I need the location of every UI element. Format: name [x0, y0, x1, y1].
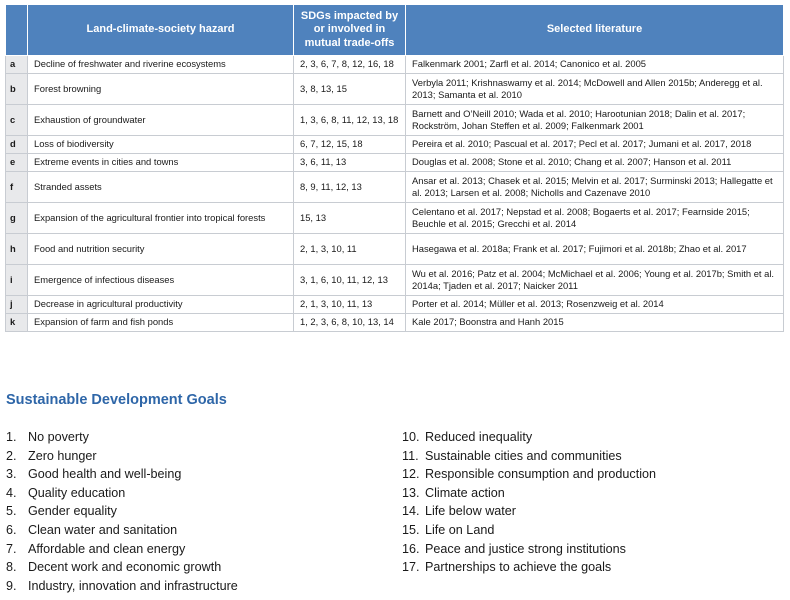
sdg-number: 2.: [6, 448, 17, 463]
sdg-item: [6, 447, 396, 466]
row-letter: a: [6, 56, 28, 74]
row-sdgs: 15, 13: [294, 203, 406, 234]
sdg-label: Industry, innovation and infrastructure: [28, 578, 238, 593]
sdg-item: [402, 428, 786, 447]
sdg-item: [6, 465, 396, 484]
row-sdgs: 2, 3, 6, 7, 8, 12, 16, 18: [294, 56, 406, 74]
row-literature: Porter et al. 2014; Müller et al. 2013; Rosenzweig et al. 2014: [406, 296, 784, 314]
sdg-number: 4.: [6, 485, 17, 500]
row-letter: b: [6, 74, 28, 105]
sdg-item: [402, 465, 786, 484]
sdg-label: Climate action: [425, 485, 505, 500]
sdg-label: Life below water: [425, 504, 517, 519]
sdg-label: Good health and well-being: [28, 467, 182, 482]
sdg-list-left: [6, 428, 396, 595]
table-row: [6, 234, 784, 265]
row-hazard: Expansion of the agricultural frontier into tropical forests: [28, 203, 294, 234]
sdg-label: Life on Land: [425, 522, 495, 537]
table-row: [6, 203, 784, 234]
row-sdgs: 8, 9, 11, 12, 13: [294, 172, 406, 203]
sdg-number: 13.: [402, 485, 420, 500]
row-letter: c: [6, 105, 28, 136]
sdg-list-right: [402, 428, 786, 577]
sdg-number: 16.: [402, 541, 420, 556]
sdg-number: 15.: [402, 522, 420, 537]
sdg-item: [6, 428, 396, 447]
row-letter: h: [6, 234, 28, 265]
row-hazard: Food and nutrition security: [28, 234, 294, 265]
header-hazard: Land-climate-society hazard: [28, 5, 294, 56]
sdg-item: [6, 502, 396, 521]
row-literature: Verbyla 2011; Krishnaswamy et al. 2014; McDowell and Allen 2015b; Anderegg et al. 2013; Samanta et al. 2010: [406, 74, 784, 105]
sdg-item: [6, 558, 396, 577]
sdg-item: [402, 540, 786, 559]
table-body: [6, 56, 784, 332]
row-hazard: Decrease in agricultural productivity: [28, 296, 294, 314]
sdg-number: 1.: [6, 430, 17, 444]
row-sdgs: 3, 8, 13, 15: [294, 74, 406, 105]
row-letter: g: [6, 203, 28, 234]
row-literature: Barnett and O’Neill 2010; Wada et al. 2010; Harootunian 2018; Dalin et al. 2017; Rockström, Johan Steffen et al. 2009; Falkenmark 2001: [406, 105, 784, 136]
sdg-number: 11.: [402, 448, 419, 463]
sdg-label: Peace and justice strong institutions: [425, 541, 626, 556]
table-row: [6, 136, 784, 154]
sdg-label: No poverty: [28, 430, 89, 444]
table-row: [6, 265, 784, 296]
sdg-item: [6, 521, 396, 540]
table-row: [6, 314, 784, 332]
row-letter: d: [6, 136, 28, 154]
sdg-item: [402, 521, 786, 540]
row-literature: Hasegawa et al. 2018a; Frank et al. 2017; Fujimori et al. 2018b; Zhao et al. 2017: [406, 234, 784, 265]
sdg-label: Clean water and sanitation: [28, 522, 178, 537]
sdg-section: [6, 392, 786, 593]
header-sdgs: SDGs impacted by or involved in mutual trade-offs: [294, 5, 406, 56]
row-sdgs: 3, 6, 11, 13: [294, 154, 406, 172]
row-hazard: Exhaustion of groundwater: [28, 105, 294, 136]
table-row: [6, 296, 784, 314]
row-hazard: Forest browning: [28, 74, 294, 105]
sdg-item: [6, 484, 396, 503]
header-literature: Selected literature: [406, 5, 784, 56]
sdg-item: [402, 558, 786, 577]
table-header: [6, 5, 784, 56]
row-letter: k: [6, 314, 28, 332]
row-hazard: Loss of biodiversity: [28, 136, 294, 154]
sdg-item: [402, 447, 786, 466]
sdg-number: 14.: [402, 504, 420, 519]
sdg-number: 17.: [402, 560, 420, 575]
sdg-item: [6, 577, 396, 596]
sdg-item: [6, 540, 396, 559]
sdg-label: Partnerships to achieve the goals: [425, 560, 612, 575]
sdg-label: Quality education: [28, 485, 126, 500]
row-sdgs: 1, 2, 3, 6, 8, 10, 13, 14: [294, 314, 406, 332]
row-letter: f: [6, 172, 28, 203]
row-literature: Falkenmark 2001; Zarfl et al. 2014; Canonico et al. 2005: [406, 56, 784, 74]
row-sdgs: 3, 1, 6, 10, 11, 12, 13: [294, 265, 406, 296]
sdg-number: 6.: [6, 522, 17, 537]
row-hazard: Extreme events in cities and towns: [28, 154, 294, 172]
header-letter: [6, 5, 28, 56]
table-row: [6, 172, 784, 203]
sdg-number: 12.: [402, 467, 420, 482]
sdg-label: Sustainable cities and communities: [425, 448, 622, 463]
row-hazard: Stranded assets: [28, 172, 294, 203]
hazard-table: [5, 4, 784, 332]
table-row: [6, 154, 784, 172]
row-sdgs: 1, 3, 6, 8, 11, 12, 13, 18: [294, 105, 406, 136]
row-hazard: Decline of freshwater and riverine ecosystems: [28, 56, 294, 74]
sdg-number: 9.: [6, 578, 17, 593]
sdg-item: [402, 484, 786, 503]
row-sdgs: 2, 1, 3, 10, 11, 13: [294, 296, 406, 314]
row-literature: Wu et al. 2016; Patz et al. 2004; McMichael et al. 2006; Young et al. 2017b; Smith et al. 2014a; Tjaden et al. 2017; Naicker 2011: [406, 265, 784, 296]
sdg-label: Zero hunger: [28, 448, 97, 463]
sdg-number: 7.: [6, 541, 17, 556]
sdg-label: Gender equality: [28, 504, 117, 519]
sdg-title: Sustainable Development Goals: [6, 392, 227, 408]
sdg-number: 8.: [6, 560, 17, 575]
sdg-number: 3.: [6, 467, 17, 482]
row-sdgs: 6, 7, 12, 15, 18: [294, 136, 406, 154]
row-literature: Ansar et al. 2013; Chasek et al. 2015; Melvin et al. 2017; Surminski 2013; Hallegatte et al. 2013; Larsen et al. 2008; Nicholls and Cazenave 2010: [406, 172, 784, 203]
row-letter: i: [6, 265, 28, 296]
row-literature: Kale 2017; Boonstra and Hanh 2015: [406, 314, 784, 332]
sdg-item: [402, 502, 786, 521]
sdg-label: Reduced inequality: [425, 430, 533, 444]
sdg-number: 5.: [6, 504, 17, 519]
row-literature: Pereira et al. 2010; Pascual et al. 2017; Pecl et al. 2017; Jumani et al. 2017, 2018: [406, 136, 784, 154]
row-hazard: Expansion of farm and fish ponds: [28, 314, 294, 332]
table-row: [6, 74, 784, 105]
row-hazard: Emergence of infectious diseases: [28, 265, 294, 296]
table-row: [6, 56, 784, 74]
sdg-label: Affordable and clean energy: [28, 541, 186, 556]
header-row: [6, 5, 784, 56]
sdg-number: 10.: [402, 430, 420, 444]
row-letter: j: [6, 296, 28, 314]
row-literature: Celentano et al. 2017; Nepstad et al. 2008; Bogaerts et al. 2017; Fearnside 2015; Beuchle et al. 2015; Grecchi et al. 2014: [406, 203, 784, 234]
row-sdgs: 2, 1, 3, 10, 11: [294, 234, 406, 265]
sdg-label: Responsible consumption and production: [425, 467, 657, 482]
row-literature: Douglas et al. 2008; Stone et al. 2010; Chang et al. 2007; Hanson et al. 2011: [406, 154, 784, 172]
table-row: [6, 105, 784, 136]
sdg-label: Decent work and economic growth: [28, 560, 222, 575]
row-letter: e: [6, 154, 28, 172]
